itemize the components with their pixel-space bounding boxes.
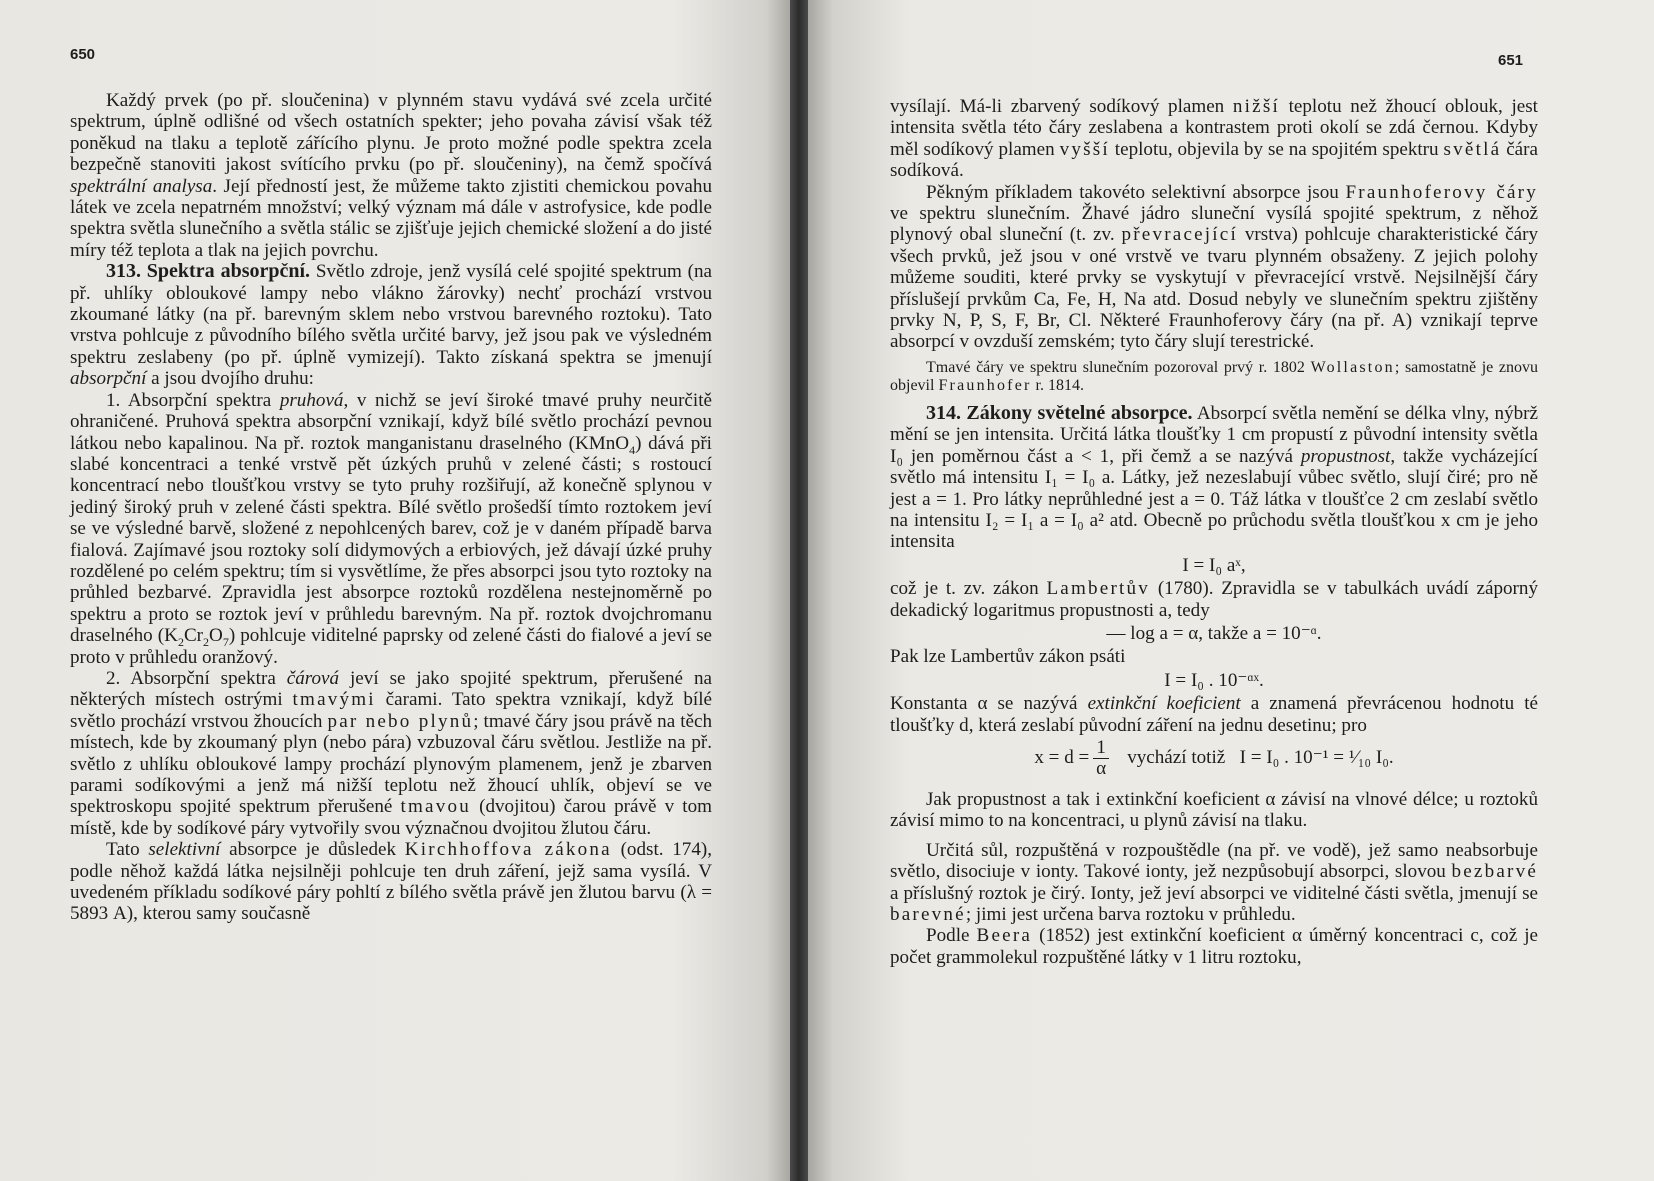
section-314: 314. Zákony světelné absorpce. Absorpcí světla nemění se délka vlny, nýbrž mění se jen intensita. Určitá látka tloušťky 1 cm propustí z původní intensity světla I₀ jen poměrnou část a < 1, při čemž a se nazývá propustnost, takže vycházející světlo má intensitu I₁ = I₀ a. Látky, jež nezeslabují vůbec světlo, slují čiré; pro ně jest a = 1. Pro látky neprůhledné jest a = 0. Táž látka v tloušťce 2 cm zeslabí světlo na intensitu I₂ = I₁ a = I₀ a² atd. Obecně po průchodu světla tloušťkou x cm je jeho intensita xyxy=(890,401,1538,553)
book-gutter xyxy=(790,0,808,1181)
item-line-spectra: 2. Absorpční spektra čárová jeví se jako spojité spektrum, přerušené na některých místech ostrými tmavými čarami. Tato spektra vznikají, když bílé světlo prochází vrstvou žhoucích par nebo plynů; tmavé čáry jsou právě na těch místech, kde by zkoumaný plyn (nebo pára) vzbuzoval čáru světlou. Jestliže na př. světlo z uhlíku obloukové lampy prochází plynovým plamenem, jenž je zbarven parami sodíkovými a jenž má nižší teplotu než žhoucí uhlík, objeví se ve spektroskopu spojité spektrum přerušené tmavou (dvojitou) čarou právě v tom místě, kde by sodíkové páry vytvořily svou význačnou dvojitou žlutou čáru. xyxy=(70,667,712,839)
paragraph-extinction: Konstanta α se nazývá extinkční koeficient a znamená převrácenou hodnotu té tloušťky d, která zeslabí původní záření na jednu desetinu; pro xyxy=(890,693,1538,736)
paragraph-selective-absorption: Tato selektivní absorpce je důsledek Kirchhoffova zákona (odst. 174), podle něhož každá látka nejsilněji pohlcuje ten druh záření, jejž sama vysílá. V uvedeném příkladu sodíkové páry pohltí z bílého světla právě jen žlutou barvu (λ = 5893 A), kterou samy současně xyxy=(70,839,712,925)
section-313-title: Spektra absorpční. xyxy=(146,260,311,283)
equation-tenth: x = d = $\frac{1}{\alpha}$ vychází totiž I = I₀ . 10⁻¹ = ¹⁄₁₀ I₀. xyxy=(1034,736,1394,779)
left-page-text xyxy=(70,90,712,925)
paragraph-fraunhofer-lines: Pěkným příkladem takovéto selektivní absorpce jsou Fraunhoferovy čáry ve spektru slunečním. Žhavé jádro sluneční vysílá spojité spektrum, z něhož plynový obal sluneční (t. zv. převracející vrstva) pohlcuje charakteristické čáry všech prvků, jež jsou v oné vrstvě ve tvaru plynném obsaženy. Z jejich polohy můžeme souditi, které prvky se vyskytují v převracející vrstvě. Nejsilnější čáry příslušejí prvkům Ca, Fe, H, Na atd. Dosud nebyly ve slunečním spektru zjištěny prvky N, P, S, F, Br, Cl. Některé Fraunhoferovy čáry (na př. A) vznikají teprve absorpcí v ovzduší zemském; tyto čáry slují terestrické. xyxy=(890,181,1538,353)
right-page-text xyxy=(890,96,1538,968)
paragraph-lambert-law: což je t. zv. zákon Lambertův (1780). Zpravidla se v tabulkách uvádí záporný dekadický logaritmus propustnosti a, tedy xyxy=(890,578,1539,621)
paragraph-spectral-analysis: Každý prvek (po př. sloučenina) v plynném stavu vydává své zcela určité spektrum, úplně odlišné od všech ostatních spekter; jeho povaha závisí však též poněkud na tlaku a teplotě zářícího plynu. Je proto možné podle spektra zcela bezpečně stanoviti jakost svítícího prvku (po př. sloučeniny), na čemž spočívá spektrální analysa. Její předností jest, že můžeme takto zjistiti chemickou povahu látek ve zcela nepatrném množství; velký význam má dále v astrofysice, kde podle spektra světla slunečního a světla stálic se zjišťuje jejich chemické složení a do jisté míry též teplota a tlak na jejich povrchu. xyxy=(70,90,712,261)
equation-exponential: I = I₀ . 10⁻ᵅˣ. xyxy=(1164,669,1264,691)
paragraph-beer: Podle Beera (1852) jest extinkční koeficient α úměrný koncentraci c, což je počet grammolekul rozpuštěné látky v 1 litru roztoku, xyxy=(890,925,1538,968)
page-number-right: 651 xyxy=(1498,52,1524,69)
fraction-one-over-alpha: $\frac{1}{\alpha}$ xyxy=(1093,738,1109,779)
section-313-number: 313. xyxy=(106,260,141,283)
left-page xyxy=(0,0,790,1181)
section-314-title: Zákony světelné absorpce. xyxy=(966,401,1193,424)
paragraph-sodium-flame: vysílají. Má-li zbarvený sodíkový plamen nižší teplotu než žhoucí oblouk, jest intensita světla této čáry zeslabena a kontrastem proti okolí se zdá černou. Kdyby měl sodíkový plamen vyšší teplotu, objevila by se na spojitém spektru světlá čára sodíková. xyxy=(890,96,1538,182)
section-313: 313. Spektra absorpční. Světlo zdroje, jenž vysílá celé spojité spektrum (na př. uhlíky obloukové lampy nebo vlákno žárovky) nechť prochází vrstvou zkoumané látky (na př. barevným sklem nebo vrstvou barevného roztoku). Tato vrstva pohlcuje z původního bílého světla určité barvy, jež jsou pak ve výsledném spektru zeslabeny (po př. úplně vymizejí). Takto získaná spektra se jmenují absorpční a jsou dvojího druhu: xyxy=(70,260,712,390)
item-band-spectra: 1. Absorpční spektra pruhová, v nichž se jeví široké tmavé pruhy neurčitě ohraničené. Pruhová spektra absorpční vznikají, když bílé světlo prochází pevnou látkou nebo kapalinou. Na př. roztok manganistanu draselného (KMnO$_4$) dává při slabé koncentraci a tenké vrstvě pět úzkých pruhů v zelené části; s rostoucí koncentrací nebo tloušťkou vrstvy se tyto pruhy rozšiřují, až konečně splynou v jediný široký pruh v zelené části spektra. Bílé světlo prošedší tímto roztokem jeví se ve výsledné barvě, složené z nepohlcených barev, což je v daném případě barva fialová. Zajímavé jsou roztoky solí didymových a erbiových, jež dávají úzké pruhy rozdělené po celém spektru; tím si vysvětlíme, že přes absorpci jsou tyto roztoky na průhled bezbarvé. Zpravidla jest absorpce roztoků rozdělena nestejnoměrně po spektru a proto se roztok jeví v průhledu barevným. Na př. roztok dvojchromanu draselného $(K_2Cr_2O_7)$ pohlcuje viditelné paprsky od zelené části do fialové a jeví se proto v průhledu oranžový. xyxy=(70,389,712,668)
section-314-number: 314. xyxy=(926,401,961,424)
paragraph-write-law: Pak lze Lambertův zákon psáti xyxy=(890,646,1126,668)
historical-note: Tmavé čáry ve spektru slunečním pozoroval prvý r. 1802 Wollaston; samostatně je znovu objevil Fraunhofer r. 1814. xyxy=(890,358,1539,394)
paragraph-wavelength-dependence: Jak propustnost a tak i extinkční koeficient α závisí na vlnové délce; u roztoků závisí mimo to na koncentraci, u plynů závisí na tlaku. xyxy=(890,788,1538,832)
right-page xyxy=(808,0,1654,1181)
page-number-left: 650 xyxy=(70,46,96,63)
equation-log: — log a = α, takže a = 10⁻ᵅ. xyxy=(1106,622,1322,644)
paragraph-ions: Určitá sůl, rozpuštěná v rozpouštědle (na př. ve vodě), jež samo neabsorbuje světlo, disociuje v ionty. Takové ionty, jež nezpůsobují absorpci, slovou bezbarvé a příslušný roztok je čirý. Ionty, jež jeví absorpci ve viditelné části světla, jmenují se barevné; jimi jest určena barva roztoku v průhledu. xyxy=(890,839,1539,925)
equation-lambert: I = I₀ aˣ, xyxy=(1182,554,1246,576)
